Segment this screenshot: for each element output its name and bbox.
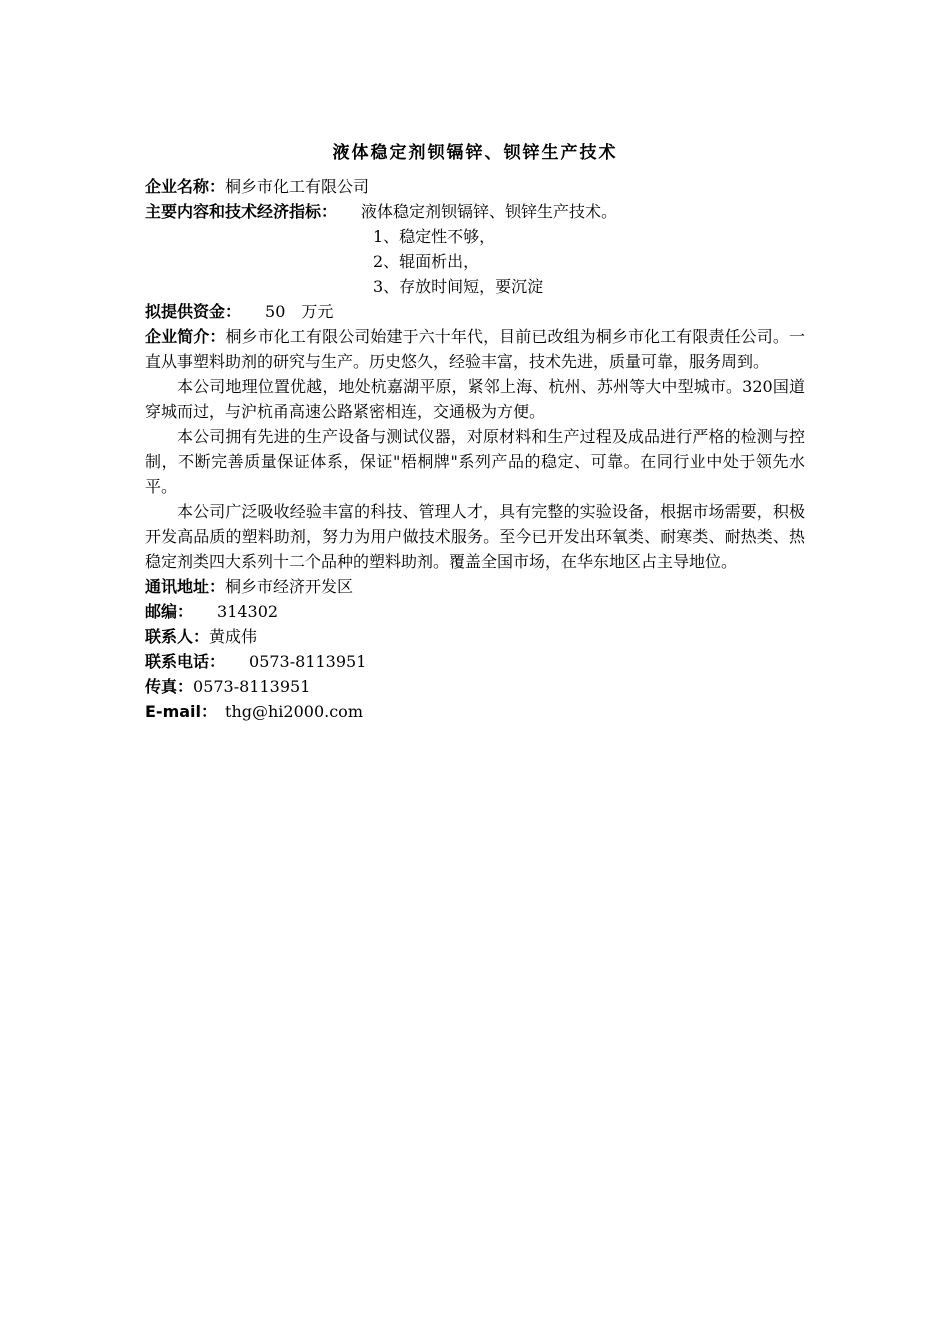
company-intro-paragraph: 本公司地理位置优越，地处杭嘉湖平原，紧邻上海、杭州、苏州等大中型城市。320国道穿城而过，与沪杭甬高速公路紧密相连，交通极为方便。 [145, 377, 805, 421]
postcode-label: 邮编： [145, 602, 194, 621]
company-intro-text: 桐乡市化工有限公司始建于六十年代，目前已改组为桐乡市化工有限责任公司。一直从事塑料助剂的研究与生产。历史悠久，经验丰富，技术先进，质量可靠，服务周到。 [145, 327, 805, 371]
company-name-value: 桐乡市化工有限公司 [225, 177, 370, 196]
company-name-row [145, 174, 805, 199]
postcode-value: 314302 [217, 602, 279, 621]
main-content-item: 3、存放时间短，要沉淀 [373, 277, 544, 296]
company-intro-label: 企业简介： [145, 327, 226, 346]
funding-unit: 万元 [301, 302, 334, 321]
company-intro-paragraph: 本公司广泛吸收经验丰富的科技、管理人才，具有完整的实验设备，根据市场需要，积极开发高品质的塑料助剂，努力为用户做技术服务。至今已开发出环氧类、耐寒类、耐热类、热稳定剂类四大系列十二个品种的塑料助剂。覆盖全国市场，在华东地区占主导地位。 [145, 502, 805, 571]
email-row [145, 699, 805, 724]
company-intro-paragraph: 本公司拥有先进的生产设备与测试仪器，对原材料和生产过程及成品进行严格的检测与控制，不断完善质量保证体系，保证"梧桐牌"系列产品的稳定、可靠。在同行业中处于领先水平。 [145, 427, 805, 496]
main-content-label: 主要内容和技术经济指标： [145, 202, 338, 221]
main-content-item: 1、稳定性不够， [373, 227, 496, 246]
contact-label: 联系人： [145, 627, 210, 646]
document-page [145, 138, 805, 724]
main-content-row [145, 199, 805, 224]
funding-row [145, 299, 805, 324]
phone-label: 联系电话： [145, 652, 226, 671]
contact-row [145, 624, 805, 649]
address-value: 桐乡市经济开发区 [225, 577, 354, 596]
funding-amount: 50 [265, 302, 286, 321]
address-row [145, 574, 805, 599]
main-content-value: 液体稳定剂钡镉锌、钡锌生产技术。 [361, 202, 618, 221]
company-name-label: 企业名称： [145, 177, 226, 196]
fax-row [145, 674, 805, 699]
phone-row [145, 649, 805, 674]
fax-value: 0573-8113951 [193, 677, 311, 696]
email-value[interactable]: thg@hi2000.com [225, 702, 363, 721]
funding-label: 拟提供资金： [145, 302, 242, 321]
address-label: 通讯地址： [145, 577, 226, 596]
email-label: E-mail： [145, 702, 218, 721]
main-content-item: 2、辊面析出， [373, 252, 480, 271]
document-title: 液体稳定剂钡镉锌、钡锌生产技术 [332, 143, 618, 163]
fax-label: 传真： [145, 677, 194, 696]
company-intro-paragraph [145, 324, 805, 374]
postcode-row [145, 599, 805, 624]
contact-value: 黄成伟 [209, 627, 258, 646]
phone-value: 0573-8113951 [249, 652, 367, 671]
